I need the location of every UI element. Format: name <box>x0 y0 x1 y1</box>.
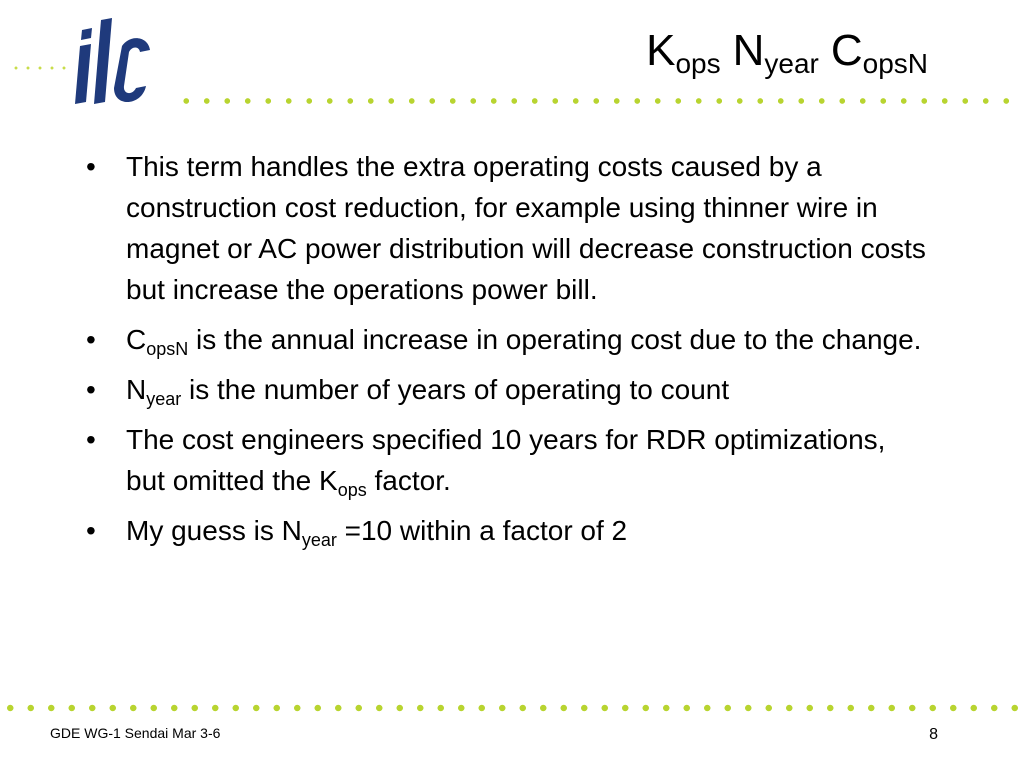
bullet-item: • The cost engineers specified 10 years for RDR optimizations, but omitted the $K_{ops}$ factor. <box>86 419 926 501</box>
footer-text: GDE WG-1 Sendai Mar 3-6 <box>50 725 221 741</box>
title-n: N <box>732 26 765 75</box>
bullet-item: • $C_{opsN}$ is the annual increase in operating cost due to the change. <box>86 319 926 360</box>
ilc-logo <box>74 16 154 106</box>
title-n-sub: year <box>764 48 819 79</box>
page-number: 8 <box>929 726 938 743</box>
bullet-item: • This term handles the extra operating costs caused by a construction cost reduction, for example using thinner wire in magnet or AC power distribution will decrease construction costs but increase the operations power bill. <box>86 146 926 310</box>
bullet-symbol: • <box>86 424 96 455</box>
bullet-symbol: • <box>86 151 96 182</box>
logo-dots <box>10 66 70 70</box>
title-k: K <box>646 26 676 75</box>
top-dot-rule <box>176 97 1016 105</box>
bullet-symbol: • <box>86 515 96 546</box>
bullet-symbol: • <box>86 324 96 355</box>
title-c: C <box>830 26 863 75</box>
bullet-list <box>86 146 926 560</box>
bullet-item: • My guess is $N_{year} =10$ within a factor of 2 <box>86 510 926 551</box>
bullet-item: • $N_{year}$ is the number of years of operating to count <box>86 369 926 410</box>
title-k-sub: ops <box>675 48 721 79</box>
bullet-symbol: • <box>86 374 96 405</box>
bottom-dot-rule <box>0 703 1024 713</box>
slide-title <box>646 26 928 79</box>
title-c-sub: opsN <box>862 48 928 79</box>
